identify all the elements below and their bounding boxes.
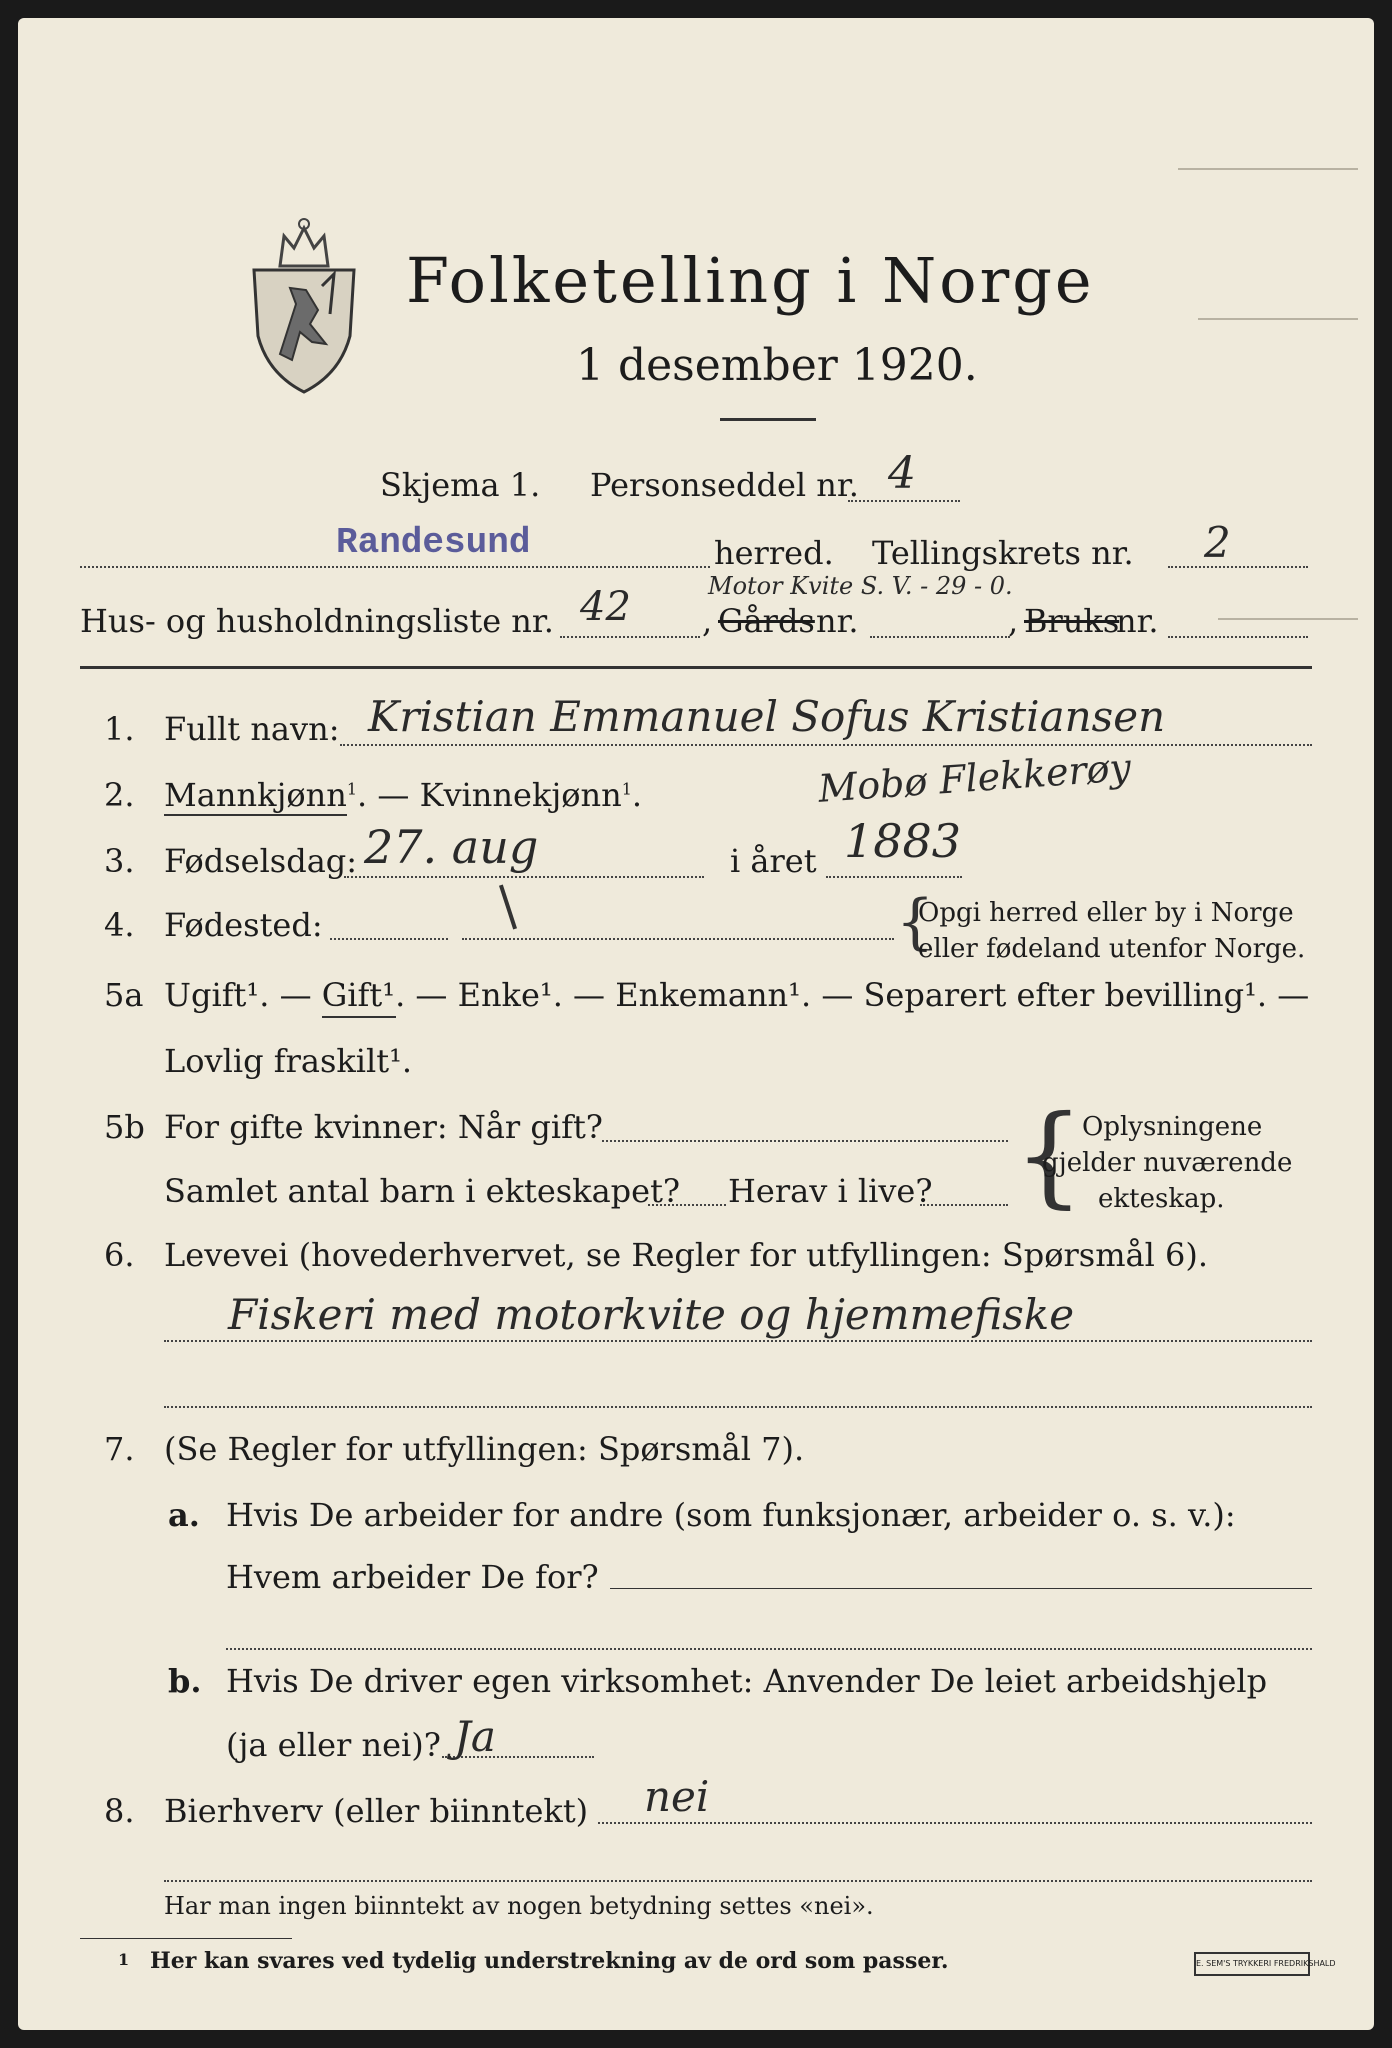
q3-label: Fødselsdag: xyxy=(164,842,358,880)
header-rule xyxy=(80,666,1312,669)
q5a-options: Ugift¹. — Gift¹. — Enke¹. — Enkemann¹. — Separert efter bevilling¹. — xyxy=(164,976,1310,1014)
q7a-line1: Hvis De arbeider for andre (som funksjonær, arbeider o. s. v.): xyxy=(226,1496,1236,1534)
herred-line xyxy=(80,566,710,568)
tellingskrets-label: Tellingskrets nr. xyxy=(872,534,1134,572)
q5b-children-line xyxy=(648,1204,726,1206)
q7-label: (Se Regler for utfyllingen: Spørsmål 7). xyxy=(164,1430,805,1468)
coat-of-arms-icon xyxy=(240,214,368,398)
footnote-rule xyxy=(80,1938,292,1939)
footnote: Her kan svares ved tydelig understrekning av de ord som passer. xyxy=(150,1948,949,1974)
q4-hint-2: eller fødeland utenfor Norge. xyxy=(918,934,1306,964)
q4-line-a xyxy=(330,938,448,940)
form-title: Folketelling i Norge xyxy=(406,244,1095,317)
q3-number: 3. xyxy=(104,842,135,880)
q1-line xyxy=(340,744,1312,746)
birthday-value: 27. aug xyxy=(364,820,539,874)
q7-number: 7. xyxy=(104,1430,135,1468)
gender-male: Mannkjønn xyxy=(164,776,347,814)
q4-line-b xyxy=(462,938,894,940)
q6-label: Levevei (hovederhvervet, se Regler for utfyllingen: Spørsmål 6). xyxy=(164,1236,1209,1274)
municipality-stamp: Randesund xyxy=(336,522,531,563)
bleed-through-line xyxy=(1178,168,1358,170)
q1-label: Fullt navn: xyxy=(164,710,340,748)
birthplace-mark xyxy=(499,885,517,930)
q7a-number: a. xyxy=(168,1496,200,1534)
occupation-value: Fiskeri med motorkvite og hjemmefiske xyxy=(228,1290,1075,1339)
q3-year-label: i året xyxy=(730,842,817,880)
census-date: 1 desember 1920. xyxy=(576,340,978,391)
census-form: Folketelling i Norge 1 desember 1920. Skjema 1. Personseddel nr. 4 Randesund herred. Tellingskrets nr. 2 Motor Kvite S. V. - 29 - 0. Hus- og husholdningsliste nr. 42 , Gårds nr. , Bruks nr. 1. Fullt navn: Kristian Emmanuel Sofus Kristiansen 2. Mannkjønn$^1$. — Kvinnekjønn$^1$. Mobø Flekkerøy 3. Fødselsdag: 27. aug i året 1883 4. Fødested: { Opgi herred eller by i Norge eller fødeland utenfor Norge. 5a Ugift¹. — Gift¹. — Enke¹. — Enkemann¹. — Separert efter bevilling¹. — Lovlig fraskilt¹. 5b For gifte kvinner: Når gift? Samlet antal barn i ekteskapet? Herav i live? { Oplysningene gjelder nuværende ekteskap. 6. Levevei (hovederhvervet, se Regler for utfyllingen: Spørsmål 6). Fiskeri med motorkvite og hjemmefiske 7. (Se Regler for utfyllingen: Spørsmål 7). a. Hvis De arbeider for andre (som funksjonær, arbeider o. s. v.): Hvem arbeider De for? b. Hvis De driver egen virksomhet: Anvender De leiet arbeidshjelp (ja eller nei)? Ja 8. Bierhverv (eller biinntekt) nei Har man ingen biinntekt av nogen betydning settes «nei». 1 Her kan svares ved tydelig understrekning av de ord som passer. E. SEM'S TRYKKERI FREDRIKSHALD xyxy=(18,18,1374,2030)
personseddel-value: 4 xyxy=(888,448,916,499)
bruks-line xyxy=(1168,636,1308,638)
q5b-married-line xyxy=(602,1140,1008,1142)
tellingskrets-value: 2 xyxy=(1204,518,1231,567)
birth-year-value: 1883 xyxy=(844,814,962,868)
side-income-value: nei xyxy=(644,1772,710,1821)
q5b-note-2: gjelder nuværende xyxy=(1042,1148,1293,1178)
bleed-through-line xyxy=(1218,618,1358,620)
q7b-line1: Hvis De driver egen virksomhet: Anvender De leiet arbeidshjelp xyxy=(226,1662,1268,1700)
full-name-value: Kristian Emmanuel Sofus Kristiansen xyxy=(368,692,1166,741)
printer-mark: E. SEM'S TRYKKERI FREDRIKSHALD xyxy=(1194,1952,1310,1976)
q8-label: Bierhverv (eller biinntekt) xyxy=(164,1792,589,1830)
q4-hint-1: Opgi herred eller by i Norge xyxy=(918,898,1294,928)
q5b-note-1: Oplysningene xyxy=(1082,1112,1263,1142)
employs-help-value: Ja xyxy=(454,1712,496,1761)
q6-line-2 xyxy=(164,1406,1312,1408)
personseddel-line xyxy=(848,500,960,502)
q8-line-2 xyxy=(164,1880,1312,1882)
q6-number: 6. xyxy=(104,1236,135,1274)
q7b-number: b. xyxy=(168,1662,202,1700)
q7b-line2: (ja eller nei)? xyxy=(226,1726,441,1764)
handwritten-note: Motor Kvite S. V. - 29 - 0. xyxy=(708,572,1013,600)
q7a-answer-line xyxy=(610,1588,1312,1589)
bruks-nr: nr. xyxy=(1116,602,1159,640)
hus-value: 42 xyxy=(580,584,631,630)
q8-line xyxy=(598,1822,1312,1824)
q2-note: Mobø Flekkerøy xyxy=(816,745,1133,811)
q7a-line-2 xyxy=(226,1648,1312,1650)
gards-nr: nr. xyxy=(816,602,859,640)
herred-label: herred. xyxy=(714,534,834,572)
q3-line xyxy=(344,876,704,878)
q7a-line2: Hvem arbeider De for? xyxy=(226,1558,599,1596)
title-divider xyxy=(720,418,816,421)
schema-label: Skjema 1. xyxy=(380,466,541,504)
footer-note: Har man ingen biinntekt av nogen betydning settes «nei». xyxy=(164,1892,874,1920)
personseddel-label: Personseddel nr. xyxy=(590,466,859,504)
hus-label: Hus- og husholdningsliste nr. xyxy=(80,602,554,640)
q5b-line1: For gifte kvinner: Når gift? xyxy=(164,1108,603,1146)
gender-female: Kvinnekjønn xyxy=(419,776,622,814)
q5a-options-line2: Lovlig fraskilt¹. xyxy=(164,1042,413,1080)
gards-line xyxy=(870,636,1010,638)
q5a-number: 5a xyxy=(104,976,144,1014)
q5b-number: 5b xyxy=(104,1108,145,1146)
bleed-through-line xyxy=(1198,318,1358,320)
q5b-note-3: ekteskap. xyxy=(1098,1184,1225,1214)
hus-line xyxy=(560,636,700,638)
q5b-line2a: Samlet antal barn i ekteskapet? xyxy=(164,1172,681,1210)
q2-options: Mannkjønn$^1$. — Kvinnekjønn$^1$. xyxy=(164,776,643,814)
tellingskrets-line xyxy=(1168,566,1308,568)
q4-number: 4. xyxy=(104,906,135,944)
q6-line-1 xyxy=(164,1340,1312,1342)
q5b-line2b: Herav i live? xyxy=(728,1172,933,1210)
q3-year-line xyxy=(826,876,962,878)
bruks-label: Bruks xyxy=(1024,602,1120,640)
q2-number: 2. xyxy=(104,776,135,814)
q5b-alive-line xyxy=(920,1204,1008,1206)
gift-underline xyxy=(322,1016,396,1018)
q8-number: 8. xyxy=(104,1792,135,1830)
footnote-number: 1 xyxy=(118,1950,130,1969)
gards-label: Gårds xyxy=(718,602,815,640)
q1-number: 1. xyxy=(104,710,135,748)
q4-label: Fødested: xyxy=(164,906,323,944)
